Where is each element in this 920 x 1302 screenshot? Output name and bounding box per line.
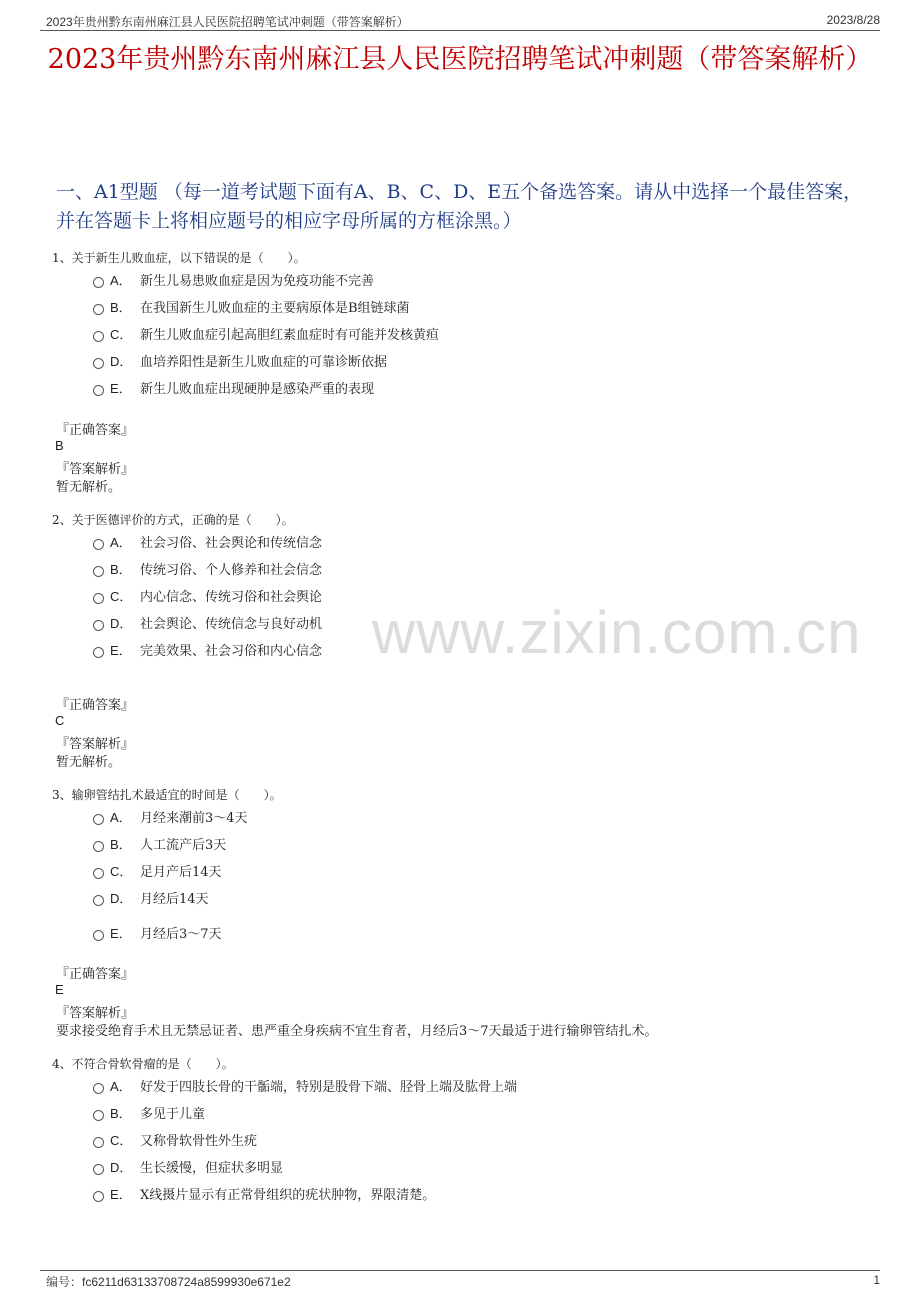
page-header (46, 13, 880, 31)
answer-label: 『正确答案』 (56, 967, 135, 982)
question-stem: 1、关于新生儿败血症，以下错误的是（ ）。 (52, 251, 306, 265)
analysis-text: 暂无解析。 (56, 480, 122, 495)
page-number: 1 (873, 1273, 880, 1287)
radio-icon[interactable] (93, 385, 104, 396)
analysis-label: 『答案解析』 (56, 1006, 135, 1021)
radio-icon[interactable] (93, 895, 104, 906)
option-b[interactable]: B． 在我国新生儿败血症的主要病原体是B组链球菌 (93, 297, 410, 315)
question-stem: 3、输卵管结扎术最适宜的时间是（ ）。 (52, 788, 282, 802)
radio-icon[interactable] (93, 593, 104, 604)
radio-icon[interactable] (93, 1110, 104, 1121)
analysis-text: 暂无解析。 (56, 755, 122, 770)
radio-icon[interactable] (93, 331, 104, 342)
radio-icon[interactable] (93, 620, 104, 631)
option-e[interactable]: E． X线摄片显示有正常骨组织的疣状肿物，界限清楚。 (93, 1184, 435, 1202)
analysis-label: 『答案解析』 (56, 737, 135, 752)
radio-icon[interactable] (93, 539, 104, 550)
option-a[interactable]: A． 社会习俗、社会舆论和传统信念 (93, 532, 322, 550)
option-e[interactable]: E． 完美效果、社会习俗和内心信念 (93, 640, 322, 658)
header-doc-title: 2023年贵州黔东南州麻江县人民医院招聘笔试冲刺题（带答案解析） (46, 15, 409, 29)
radio-icon[interactable] (93, 358, 104, 369)
section-heading: 一、A1型题 （每一道考试题下面有A、B、C、D、E五个备选答案。请从中选择一个最佳答案，并在答题卡上将相应题号的相应字母所属的方框涂黑。） (56, 181, 863, 232)
option-b[interactable]: B． 传统习俗、个人修养和社会信念 (93, 559, 322, 577)
footer-divider (40, 1270, 880, 1271)
option-c[interactable]: C． 新生儿败血症引起高胆红素血症时有可能并发核黄疸 (93, 324, 439, 342)
option-b[interactable]: B． 多见于儿童 (93, 1103, 205, 1121)
answer-label: 『正确答案』 (56, 423, 135, 438)
radio-icon[interactable] (93, 868, 104, 879)
answer-label: 『正确答案』 (56, 698, 135, 713)
answer-value: B (55, 438, 64, 453)
radio-icon[interactable] (93, 1083, 104, 1094)
question-stem: 4、不符合骨软骨瘤的是（ ）。 (52, 1057, 234, 1071)
radio-icon[interactable] (93, 566, 104, 577)
option-d[interactable]: D． 社会舆论、传统信念与良好动机 (93, 613, 322, 631)
page-footer (46, 1273, 880, 1290)
option-a[interactable]: A． 新生儿易患败血症是因为免疫功能不完善 (93, 270, 374, 288)
watermark: www.zixin.com.cn (372, 599, 862, 666)
option-a[interactable]: A． 好发于四肢长骨的干骺端，特别是股骨下端、胫骨上端及肱骨上端 (93, 1076, 517, 1094)
radio-icon[interactable] (93, 277, 104, 288)
radio-icon[interactable] (93, 647, 104, 658)
page-title: 2023年贵州黔东南州麻江县人民医院招聘笔试冲刺题（带答案解析） (47, 44, 873, 75)
document-code: 编号：fc6211d63133708724a8599930e671e2 (46, 1275, 291, 1289)
option-e[interactable]: E． 月经后3～7天 (93, 923, 222, 941)
radio-icon[interactable] (93, 1137, 104, 1148)
option-d[interactable]: D． 月经后14天 (93, 888, 209, 906)
option-b[interactable]: B． 人工流产后3天 (93, 834, 226, 852)
answer-value: C (55, 713, 65, 728)
radio-icon[interactable] (93, 841, 104, 852)
option-d[interactable]: D． 血培养阳性是新生儿败血症的可靠诊断依据 (93, 351, 387, 369)
question-stem: 2、关于医德评价的方式，正确的是（ ）。 (52, 513, 294, 527)
option-e[interactable]: E． 新生儿败血症出现硬肿是感染严重的表现 (93, 378, 374, 396)
radio-icon[interactable] (93, 1191, 104, 1202)
header-divider (40, 30, 880, 31)
radio-icon[interactable] (93, 1164, 104, 1175)
analysis-label: 『答案解析』 (56, 462, 135, 477)
radio-icon[interactable] (93, 304, 104, 315)
option-d[interactable]: D． 生长缓慢，但症状多明显 (93, 1157, 283, 1175)
option-c[interactable]: C． 足月产后14天 (93, 861, 222, 879)
radio-icon[interactable] (93, 930, 104, 941)
analysis-text: 要求接受绝育手术且无禁忌证者、患严重全身疾病不宜生育者，月经后3～7天最适于进行输卵管结扎术。 (56, 1024, 658, 1039)
option-c[interactable]: C． 内心信念、传统习俗和社会舆论 (93, 586, 322, 604)
header-date: 2023/8/28 (826, 13, 880, 27)
option-a[interactable]: A． 月经来潮前3～4天 (93, 807, 248, 825)
option-c[interactable]: C． 又称骨软骨性外生疣 (93, 1130, 257, 1148)
answer-value: E (55, 982, 64, 997)
radio-icon[interactable] (93, 814, 104, 825)
